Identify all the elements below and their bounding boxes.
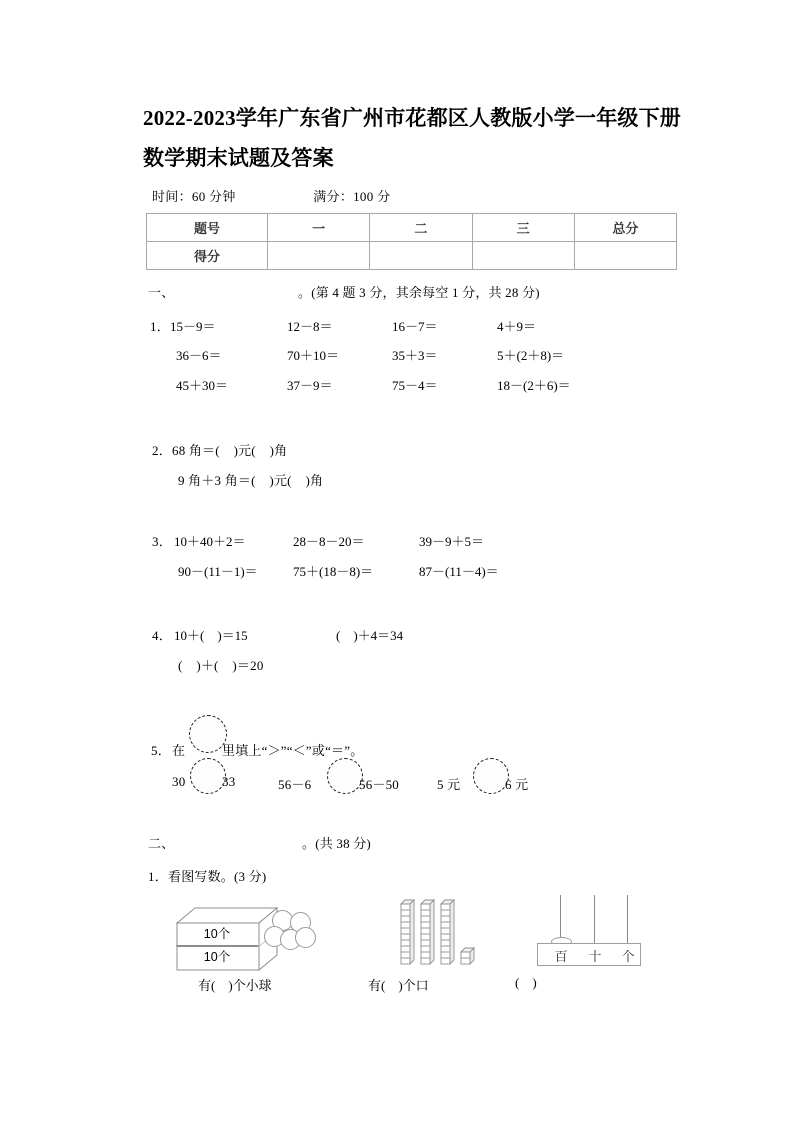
q4-expression: ( )＋4＝34 <box>336 628 404 643</box>
score-input-cell[interactable] <box>268 242 370 270</box>
q1-expression: 70＋10＝ <box>287 348 340 363</box>
score-table-cell: 二 <box>370 214 472 242</box>
q1-number: 1． <box>150 319 170 334</box>
q2-line-2: 9 角＋3 角＝( )元( )角 <box>178 473 324 488</box>
q3-expression: 87－(11－4)＝ <box>419 564 499 579</box>
score-table-row-header: 题号 <box>147 214 268 242</box>
place-value-label: 十 <box>588 949 602 964</box>
place-value-label: 百 <box>554 949 568 964</box>
q1-expression: 36－6＝ <box>176 348 222 363</box>
table-row <box>147 242 677 270</box>
q1-expression: 4＋9＝ <box>497 319 537 334</box>
q3-number: 3． <box>152 534 172 549</box>
figure-2-caption: 有( )个口 <box>368 978 429 993</box>
ball-icon <box>295 927 316 948</box>
q5-compare-left: 56－6 <box>278 777 312 792</box>
q1-expression: 12－8＝ <box>287 319 333 334</box>
cube-stacks-icon <box>399 898 519 970</box>
s2-q1-title: 看图写数。(3 分) <box>168 869 267 884</box>
exam-full-score-label: 满分：100 分 <box>313 189 391 204</box>
q3-expression: 10＋40＋2＝ <box>174 534 246 549</box>
q2-number: 2． <box>152 443 172 458</box>
score-input-cell[interactable] <box>574 242 676 270</box>
section-two-scoring: 。(共 38 分) <box>302 836 371 851</box>
q5-prompt-before: 在 <box>172 743 186 758</box>
q1-expression: 35＋3＝ <box>392 348 438 363</box>
q5-compare-right: 56－50 <box>359 777 399 792</box>
score-table-cell: 一 <box>268 214 370 242</box>
q3-expression: 90－(11－1)＝ <box>178 564 258 579</box>
score-table-row-header: 得分 <box>147 242 268 270</box>
q5-compare-right: 33 <box>222 774 236 789</box>
q2-line-1: 68 角＝( )元( )角 <box>172 443 288 458</box>
score-input-cell[interactable] <box>472 242 574 270</box>
score-table-cell: 三 <box>472 214 574 242</box>
q5-compare-left: 5 元 <box>437 777 461 792</box>
place-value-rod <box>627 895 628 944</box>
figure-1-caption: 有( )个小球 <box>198 978 272 993</box>
page-title <box>143 98 688 178</box>
q1-expression: 16－7＝ <box>392 319 438 334</box>
q1-expression: 45＋30＝ <box>176 378 229 393</box>
q5-compare-left: 30 <box>172 774 186 789</box>
loose-balls-group <box>264 910 316 956</box>
place-value-label: 个 <box>621 949 635 964</box>
title-line-2: 数学期末试题及答案 <box>143 146 334 170</box>
title-line-1: 2022-2023学年广东省广州市花都区人教版小学一年级下册 <box>143 106 681 130</box>
place-value-rod <box>594 895 595 944</box>
figure-cube-stacks <box>399 898 519 968</box>
q1-expression: 5＋(2＋8)＝ <box>497 348 565 363</box>
answer-circle-icon[interactable] <box>473 758 509 794</box>
q1-expression: 18－(2＋6)＝ <box>497 378 571 393</box>
section-one-marker: 一、 <box>148 285 175 300</box>
q4-expression: ( )＋( )＝20 <box>178 658 264 673</box>
score-table <box>146 213 677 270</box>
q1-expression: 75－4＝ <box>392 378 438 393</box>
answer-circle-icon[interactable] <box>327 758 363 794</box>
q5-number: 5． <box>151 743 171 758</box>
box-layer-label: 10个 <box>203 950 231 964</box>
q1-expression: 37－9＝ <box>287 378 333 393</box>
exam-meta <box>152 186 390 205</box>
q3-expression: 28－8－20＝ <box>293 534 365 549</box>
exam-time-label: 时间：60 分钟 <box>152 189 236 204</box>
q1-expression: 15－9＝ <box>170 319 216 334</box>
q4-expression: 10＋( )＝15 <box>174 628 248 643</box>
score-table-cell: 总分 <box>574 214 676 242</box>
section-one-scoring: 。(第 4 题 3 分，其余每空 1 分，共 28 分) <box>298 285 540 300</box>
figure-place-value-chart <box>537 895 649 967</box>
score-input-cell[interactable] <box>370 242 472 270</box>
q5-prompt-after: 里填上“＞”“＜”或“＝”。 <box>222 743 364 758</box>
figure-3-caption: ( ) <box>515 975 537 990</box>
q5-compare-right: 6 元 <box>505 777 529 792</box>
q3-expression: 75＋(18－8)＝ <box>293 564 374 579</box>
answer-circle-icon[interactable] <box>190 758 226 794</box>
section-two-marker: 二、 <box>148 836 175 851</box>
box-layer-label: 10个 <box>176 923 258 946</box>
table-row <box>147 214 677 242</box>
s2-q1-number: 1． <box>148 869 168 884</box>
q3-expression: 39－9＋5＝ <box>419 534 485 549</box>
q4-number: 4． <box>152 628 172 643</box>
